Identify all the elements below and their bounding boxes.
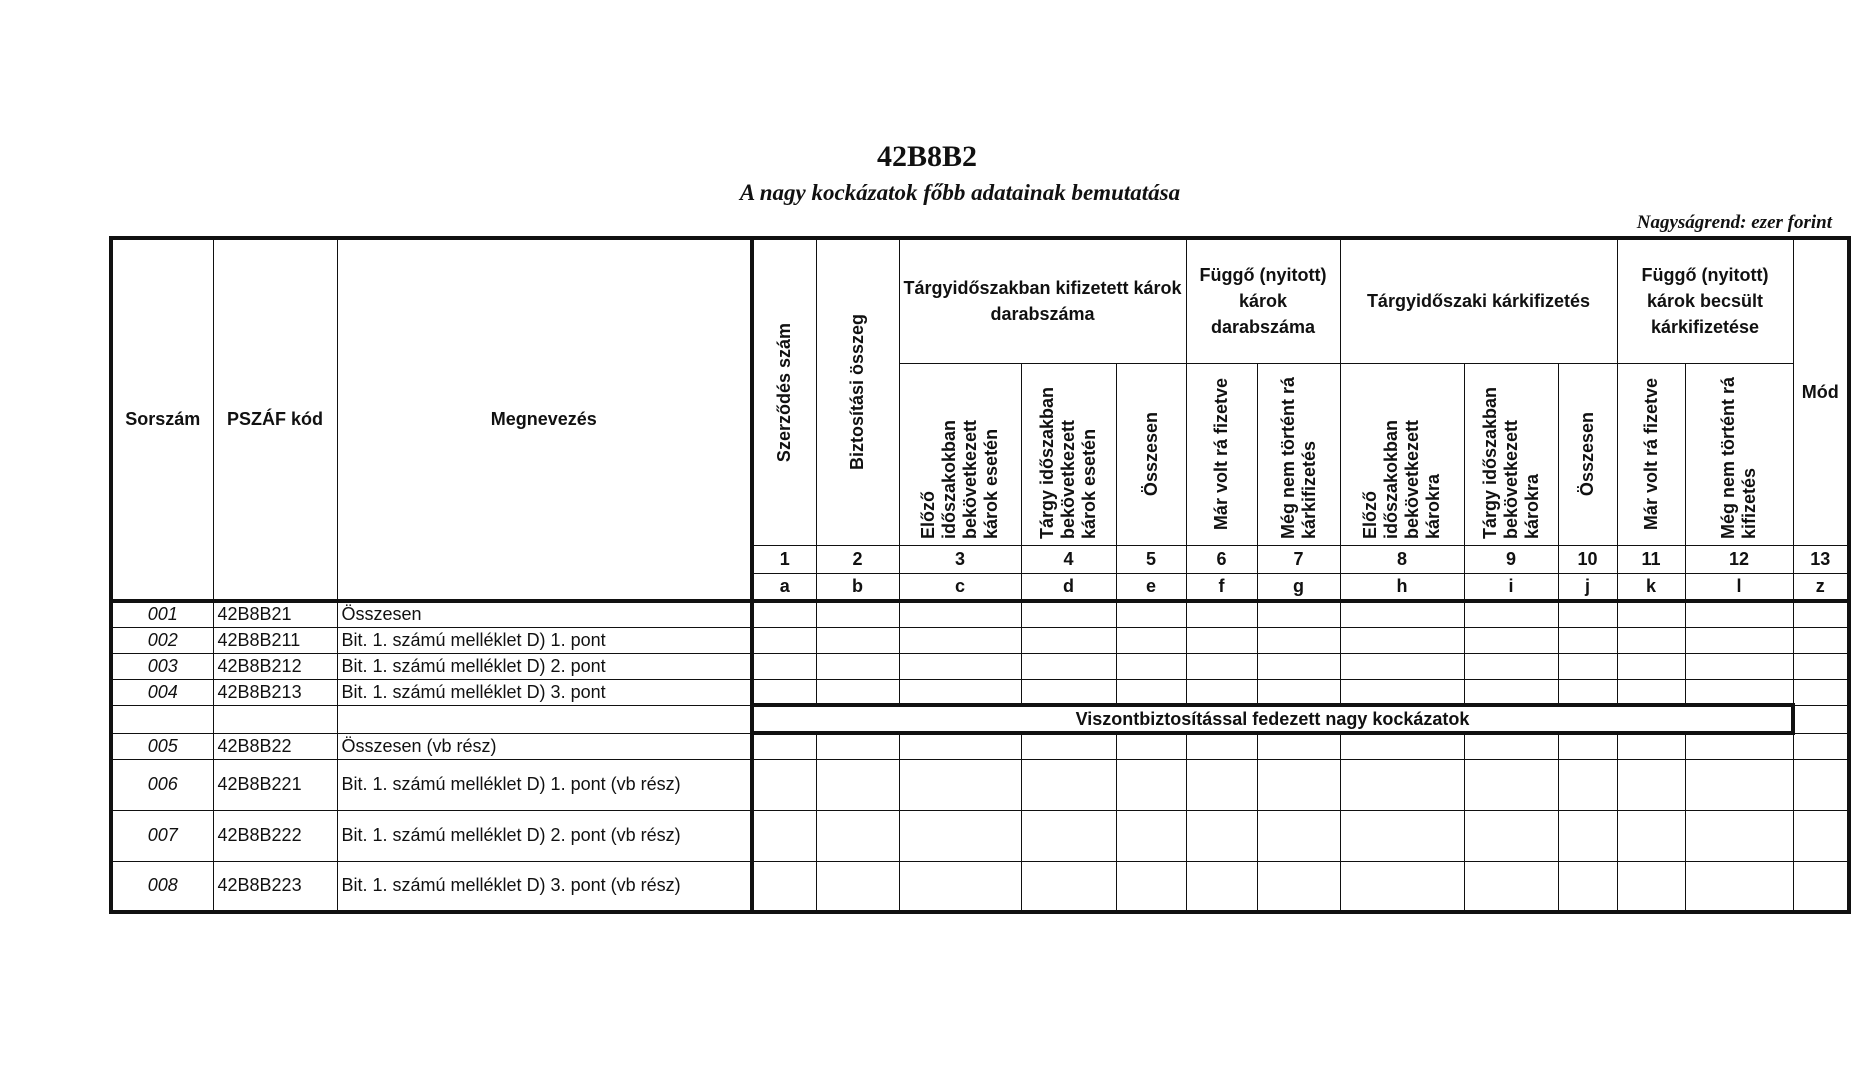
data-cell[interactable] [1257, 627, 1340, 653]
header-col-5-label: Összesen [1140, 411, 1161, 497]
header-col-3-label: Előző időszakokban bekövetkezett károk esetén [918, 419, 1001, 539]
data-cell[interactable] [1116, 679, 1186, 705]
data-table [109, 236, 1851, 914]
data-cell[interactable] [1617, 601, 1685, 627]
col-number: 12 [1685, 545, 1793, 573]
data-cell[interactable] [752, 759, 816, 810]
data-cell[interactable] [1793, 733, 1849, 759]
data-cell[interactable] [1186, 653, 1257, 679]
header-col-9-label: Tárgy időszakban bekövetkezett károkra [1479, 386, 1542, 539]
data-cell[interactable] [899, 627, 1021, 653]
data-cell[interactable] [1685, 810, 1793, 861]
col-letter: b [816, 573, 899, 601]
col-number: 1 [752, 545, 816, 573]
data-cell[interactable] [752, 679, 816, 705]
data-cell[interactable] [1186, 861, 1257, 912]
col-number: 13 [1793, 545, 1849, 573]
row-number: 003 [111, 653, 213, 679]
data-cell[interactable] [1558, 810, 1617, 861]
table-row [111, 733, 1849, 759]
row-name: Bit. 1. számú melléklet D) 3. pont [337, 679, 752, 705]
header-col-7 [1257, 363, 1340, 545]
data-cell[interactable] [1021, 733, 1116, 759]
data-cell[interactable] [1257, 810, 1340, 861]
data-cell[interactable] [1340, 810, 1464, 861]
data-cell[interactable] [1340, 759, 1464, 810]
data-cell[interactable] [1793, 627, 1849, 653]
header-col-4-label: Tárgy időszakban bekövetkezett károk esetén [1037, 386, 1099, 539]
data-cell[interactable] [1257, 759, 1340, 810]
data-cell[interactable] [1558, 627, 1617, 653]
data-cell[interactable] [752, 733, 816, 759]
data-cell[interactable] [1617, 653, 1685, 679]
data-cell[interactable] [1685, 759, 1793, 810]
header-sorszam: Sorszám [111, 238, 213, 601]
data-cell[interactable] [752, 653, 816, 679]
table-row [111, 679, 1849, 705]
data-cell[interactable] [752, 861, 816, 912]
col-letter: e [1116, 573, 1186, 601]
row-code: 42B8B211 [213, 627, 337, 653]
data-cell[interactable] [1464, 810, 1558, 861]
data-cell[interactable] [1257, 601, 1340, 627]
empty-cell [1793, 705, 1849, 733]
data-cell[interactable] [1617, 810, 1685, 861]
data-cell[interactable] [1021, 759, 1116, 810]
data-cell[interactable] [1021, 861, 1116, 912]
row-code: 42B8B222 [213, 810, 337, 861]
data-cell[interactable] [752, 810, 816, 861]
data-cell[interactable] [1021, 810, 1116, 861]
data-cell[interactable] [899, 601, 1021, 627]
col-letter: i [1464, 573, 1558, 601]
table-row [111, 653, 1849, 679]
data-cell[interactable] [1793, 861, 1849, 912]
table-row [111, 601, 1849, 627]
data-cell[interactable] [1464, 653, 1558, 679]
data-cell[interactable] [1685, 861, 1793, 912]
data-cell[interactable] [1793, 679, 1849, 705]
empty-cell [111, 705, 213, 733]
data-cell[interactable] [1464, 861, 1558, 912]
col-letter: j [1558, 573, 1617, 601]
col-number: 8 [1340, 545, 1464, 573]
row-code: 42B8B212 [213, 653, 337, 679]
col-number: 2 [816, 545, 899, 573]
header-col-5 [1116, 363, 1186, 545]
col-number: 5 [1116, 545, 1186, 573]
data-cell[interactable] [1186, 733, 1257, 759]
empty-cell [213, 705, 337, 733]
row-code: 42B8B21 [213, 601, 337, 627]
data-cell[interactable] [899, 861, 1021, 912]
header-szerzodes-szam-label: Szerződés szám [774, 322, 795, 462]
row-number: 004 [111, 679, 213, 705]
data-cell[interactable] [1340, 627, 1464, 653]
data-cell[interactable] [1685, 653, 1793, 679]
col-number: 4 [1021, 545, 1116, 573]
data-cell[interactable] [1685, 733, 1793, 759]
data-cell[interactable] [1793, 759, 1849, 810]
data-cell[interactable] [752, 627, 816, 653]
data-cell[interactable] [816, 861, 899, 912]
col-number: 9 [1464, 545, 1558, 573]
data-cell[interactable] [1793, 810, 1849, 861]
data-cell[interactable] [1617, 627, 1685, 653]
row-code: 42B8B213 [213, 679, 337, 705]
data-cell[interactable] [1186, 601, 1257, 627]
data-cell[interactable] [1464, 679, 1558, 705]
data-cell[interactable] [816, 810, 899, 861]
data-cell[interactable] [816, 627, 899, 653]
data-cell[interactable] [1116, 810, 1186, 861]
data-cell[interactable] [1340, 679, 1464, 705]
data-cell[interactable] [1257, 733, 1340, 759]
header-group-fuggo-becsult: Függő (nyitott) károk becsült kárkifizetése [1617, 238, 1793, 363]
data-cell[interactable] [1340, 601, 1464, 627]
data-cell[interactable] [1558, 653, 1617, 679]
data-cell[interactable] [1186, 759, 1257, 810]
row-name: Bit. 1. számú melléklet D) 2. pont (vb rész) [337, 810, 752, 861]
row-number: 006 [111, 759, 213, 810]
col-letter: f [1186, 573, 1257, 601]
header-col-8-label: Előző időszakokban bekövetkezett károkra [1360, 419, 1443, 539]
section-band: Viszontbiztosítással fedezett nagy kockázatok [752, 705, 1793, 733]
col-number: 10 [1558, 545, 1617, 573]
data-cell[interactable] [1340, 733, 1464, 759]
col-letter: l [1685, 573, 1793, 601]
data-cell[interactable] [1464, 627, 1558, 653]
row-name: Bit. 1. számú melléklet D) 1. pont (vb rész) [337, 759, 752, 810]
data-cell[interactable] [1186, 679, 1257, 705]
header-group-fuggo-db: Függő (nyitott) károk darabszáma [1186, 238, 1340, 363]
data-cell[interactable] [1340, 861, 1464, 912]
row-code: 42B8B22 [213, 733, 337, 759]
row-number: 005 [111, 733, 213, 759]
header-col-11-label: Már volt rá fizetve [1640, 377, 1661, 531]
empty-cell [337, 705, 752, 733]
header-biztositasi-osszeg [816, 238, 899, 545]
data-cell[interactable] [1558, 679, 1617, 705]
data-cell[interactable] [1558, 601, 1617, 627]
data-cell[interactable] [1617, 733, 1685, 759]
header-pszaf-kod: PSZÁF kód [213, 238, 337, 601]
col-letter: d [1021, 573, 1116, 601]
header-col-4 [1021, 363, 1116, 545]
data-cell[interactable] [816, 733, 899, 759]
header-megnevezes: Megnevezés [337, 238, 752, 601]
header-col-12 [1685, 363, 1793, 545]
data-cell[interactable] [1617, 679, 1685, 705]
col-number: 7 [1257, 545, 1340, 573]
col-letter: g [1257, 573, 1340, 601]
col-letter: h [1340, 573, 1464, 601]
data-cell[interactable] [899, 733, 1021, 759]
row-name: Bit. 1. számú melléklet D) 3. pont (vb rész) [337, 861, 752, 912]
data-cell[interactable] [1116, 627, 1186, 653]
header-col-6-label: Már volt rá fizetve [1211, 377, 1231, 531]
row-name: Összesen (vb rész) [337, 733, 752, 759]
header-group-kifizetett: Tárgyidőszakban kifizetett károk darabszáma [899, 238, 1186, 363]
data-cell[interactable] [1116, 653, 1186, 679]
row-code: 42B8B221 [213, 759, 337, 810]
data-cell[interactable] [1257, 653, 1340, 679]
data-cell[interactable] [1116, 759, 1186, 810]
data-cell[interactable] [1685, 627, 1793, 653]
form-subtitle: A nagy kockázatok főbb adatainak bemutatása [739, 180, 1181, 205]
data-cell[interactable] [1021, 679, 1116, 705]
header-col-7-label: Még nem történt rá kárkifizetés [1277, 376, 1319, 539]
row-name: Bit. 1. számú melléklet D) 1. pont [337, 627, 752, 653]
data-cell[interactable] [1464, 733, 1558, 759]
col-number: 6 [1186, 545, 1257, 573]
data-cell[interactable] [1021, 601, 1116, 627]
data-cell[interactable] [1793, 601, 1849, 627]
form-title: 42B8B2 [876, 140, 978, 173]
data-cell[interactable] [899, 759, 1021, 810]
col-number: 11 [1617, 545, 1685, 573]
header-col-11 [1617, 363, 1685, 545]
table-row [111, 759, 1849, 810]
data-cell[interactable] [1793, 653, 1849, 679]
header-col-12-label: Még nem történt rá kifizetés [1718, 376, 1759, 539]
header-col-3 [899, 363, 1021, 545]
table-row [111, 627, 1849, 653]
col-number: 3 [899, 545, 1021, 573]
data-cell[interactable] [1464, 759, 1558, 810]
col-letter: a [752, 573, 816, 601]
col-letter: c [899, 573, 1021, 601]
data-cell[interactable] [1186, 627, 1257, 653]
unit-label: Nagyságrend: ezer forint [1636, 212, 1832, 233]
header-col-6 [1186, 363, 1257, 545]
data-cell[interactable] [1617, 861, 1685, 912]
data-cell[interactable] [1116, 601, 1186, 627]
data-cell[interactable] [1685, 679, 1793, 705]
data-cell[interactable] [1021, 627, 1116, 653]
data-cell[interactable] [1186, 810, 1257, 861]
table-row [111, 810, 1849, 861]
data-cell[interactable] [1257, 861, 1340, 912]
row-name: Bit. 1. számú melléklet D) 2. pont [337, 653, 752, 679]
data-cell[interactable] [1685, 601, 1793, 627]
col-letter: k [1617, 573, 1685, 601]
data-cell[interactable] [752, 601, 816, 627]
data-cell[interactable] [816, 601, 899, 627]
data-cell[interactable] [816, 653, 899, 679]
row-number: 002 [111, 627, 213, 653]
header-col-8 [1340, 363, 1464, 545]
data-cell[interactable] [1021, 653, 1116, 679]
col-letter: z [1793, 573, 1849, 601]
header-col-9 [1464, 363, 1558, 545]
data-cell[interactable] [1558, 759, 1617, 810]
data-cell[interactable] [1340, 653, 1464, 679]
data-cell[interactable] [816, 759, 899, 810]
data-cell[interactable] [899, 653, 1021, 679]
data-cell[interactable] [1617, 759, 1685, 810]
header-col-10 [1558, 363, 1617, 545]
data-cell[interactable] [1464, 601, 1558, 627]
data-cell[interactable] [1116, 733, 1186, 759]
data-cell[interactable] [899, 810, 1021, 861]
row-name: Összesen [337, 601, 752, 627]
table-row [111, 861, 1849, 912]
header-mod: Mód [1793, 238, 1849, 545]
data-cell[interactable] [1116, 861, 1186, 912]
row-code: 42B8B223 [213, 861, 337, 912]
data-cell[interactable] [816, 679, 899, 705]
data-cell[interactable] [1558, 861, 1617, 912]
band-row [111, 705, 1849, 733]
header-biztositasi-osszeg-label: Biztosítási összeg [847, 314, 867, 471]
data-cell[interactable] [1558, 733, 1617, 759]
row-number: 007 [111, 810, 213, 861]
header-col-10-label: Összesen [1577, 411, 1597, 497]
row-number: 001 [111, 601, 213, 627]
data-cell[interactable] [899, 679, 1021, 705]
row-number: 008 [111, 861, 213, 912]
header-group-karkifizetes: Tárgyidőszaki kárkifizetés [1340, 238, 1617, 363]
data-cell[interactable] [1257, 679, 1340, 705]
header-szerzodes-szam [752, 238, 816, 545]
